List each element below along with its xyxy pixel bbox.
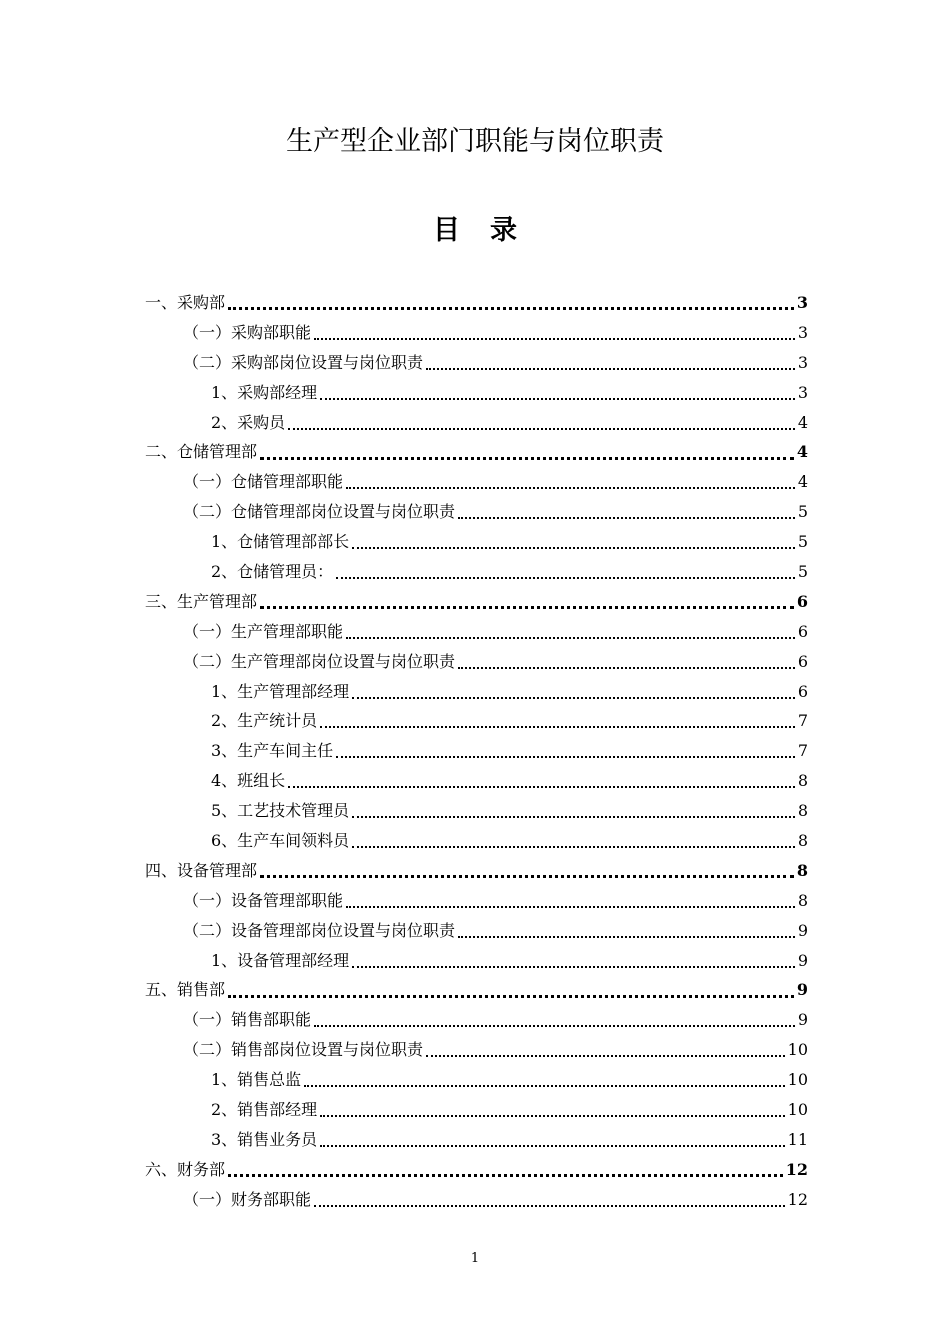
- toc-entry-page: 6: [797, 681, 808, 701]
- toc-dot-leader: [458, 936, 795, 938]
- toc-dot-leader: [260, 875, 794, 878]
- toc-entry-text: 二、仓储管理部: [145, 442, 258, 462]
- toc-entry-text: （一）采购部职能: [183, 322, 312, 342]
- toc-entry-text: （二）采购部岗位设置与岗位职责: [183, 352, 424, 372]
- toc-entry-text: 2、销售部经理: [211, 1099, 318, 1119]
- toc-entry-page: 8: [797, 890, 808, 910]
- toc-entry-text: （二）设备管理部岗位设置与岗位职责: [183, 920, 456, 940]
- toc-entry[interactable]: [145, 288, 808, 318]
- toc-entry-page: 8: [797, 771, 808, 791]
- toc-dot-leader: [288, 428, 795, 430]
- toc-dot-leader: [352, 816, 795, 818]
- toc-dot-leader: [336, 756, 795, 758]
- toc-entry-page: 8: [796, 860, 808, 880]
- toc-entry[interactable]: [145, 1185, 808, 1215]
- toc-entry-page: 7: [797, 711, 808, 731]
- toc-dot-leader: [228, 995, 794, 998]
- toc-entry-page: 12: [787, 1189, 808, 1209]
- toc-entry-page: 9: [797, 1010, 808, 1030]
- toc-entry[interactable]: [145, 647, 808, 677]
- toc-entry-page: 4: [797, 472, 808, 492]
- toc-dot-leader: [260, 606, 794, 609]
- toc-entry[interactable]: [145, 677, 808, 707]
- toc-entry[interactable]: [145, 1155, 808, 1185]
- toc-dot-leader: [228, 307, 794, 310]
- toc-entry-text: 2、仓储管理员：: [211, 561, 334, 581]
- toc-dot-leader: [314, 1205, 785, 1207]
- toc-entry-page: 6: [797, 651, 808, 671]
- toc-entry-text: 1、生产管理部经理: [211, 681, 350, 701]
- toc-entry-page: 9: [797, 920, 808, 940]
- toc-entry[interactable]: [145, 1005, 808, 1035]
- toc-entry-page: 12: [785, 1159, 808, 1179]
- toc-entry[interactable]: [145, 766, 808, 796]
- toc-entry[interactable]: [145, 796, 808, 826]
- toc-dot-leader: [314, 338, 795, 340]
- toc-dot-leader: [320, 398, 795, 400]
- toc-entry-text: 1、采购部经理: [211, 382, 318, 402]
- toc-dot-leader: [314, 1025, 795, 1027]
- toc-entry-text: （一）生产管理部职能: [183, 621, 344, 641]
- toc-entry-page: 10: [787, 1099, 808, 1119]
- toc-dot-leader: [352, 547, 795, 549]
- toc-entry-page: 6: [796, 591, 808, 611]
- toc-entry[interactable]: [145, 318, 808, 348]
- page-number: 1: [470, 1251, 480, 1266]
- toc-dot-leader: [320, 1145, 784, 1147]
- toc-entry-text: 3、销售业务员: [211, 1129, 318, 1149]
- toc-entry-page: 6: [797, 621, 808, 641]
- toc-entry[interactable]: [145, 1035, 808, 1065]
- toc-dot-leader: [346, 637, 795, 639]
- toc-entry-text: 1、销售总监: [211, 1070, 302, 1090]
- toc-entry[interactable]: [145, 826, 808, 856]
- toc-entry-page: 9: [797, 950, 808, 970]
- toc-entry-page: 11: [787, 1129, 808, 1149]
- toc-dot-leader: [288, 786, 795, 788]
- toc-entry-text: 六、财务部: [145, 1159, 226, 1179]
- toc-entry-text: 1、仓储管理部部长: [211, 532, 350, 552]
- toc-entry-text: （一）仓储管理部职能: [183, 472, 344, 492]
- toc-dot-leader: [228, 1174, 783, 1177]
- toc-entry-page: 10: [787, 1070, 808, 1090]
- toc-entry[interactable]: [145, 437, 808, 467]
- toc-entry[interactable]: [145, 378, 808, 408]
- toc-entry-text: （二）销售部岗位设置与岗位职责: [183, 1040, 424, 1060]
- toc-entry[interactable]: [145, 497, 808, 527]
- toc-entry-text: 5、工艺技术管理员: [211, 801, 350, 821]
- toc-entry[interactable]: [145, 557, 808, 587]
- toc-entry-text: 6、生产车间领料员: [211, 830, 350, 850]
- toc-entry-page: 4: [796, 442, 808, 462]
- toc-entry[interactable]: [145, 1065, 808, 1095]
- toc-entry[interactable]: [145, 617, 808, 647]
- toc-entry[interactable]: [145, 946, 808, 976]
- toc-dot-leader: [352, 846, 795, 848]
- toc-entry-page: 5: [797, 532, 808, 552]
- toc-entry-text: （一）财务部职能: [183, 1189, 312, 1209]
- toc-dot-leader: [336, 577, 795, 579]
- toc-entry[interactable]: [145, 408, 808, 438]
- toc-entry-page: 7: [797, 741, 808, 761]
- toc-entry[interactable]: [145, 736, 808, 766]
- toc-entry[interactable]: [145, 1125, 808, 1155]
- toc-entry[interactable]: [145, 348, 808, 378]
- toc-entry-text: 2、生产统计员: [211, 711, 318, 731]
- toc-entry-page: 8: [797, 830, 808, 850]
- toc-entry-text: （一）销售部职能: [183, 1010, 312, 1030]
- toc-entry-page: 8: [797, 801, 808, 821]
- toc-dot-leader: [346, 906, 795, 908]
- table-of-contents: [145, 288, 808, 1215]
- toc-dot-leader: [260, 457, 794, 460]
- toc-entry[interactable]: [145, 1095, 808, 1125]
- toc-entry-page: 5: [797, 502, 808, 522]
- toc-dot-leader: [426, 1055, 785, 1057]
- toc-entry[interactable]: [145, 587, 808, 617]
- toc-heading: 目录: [433, 215, 547, 246]
- toc-entry-text: 3、生产车间主任: [211, 741, 334, 761]
- toc-dot-leader: [304, 1085, 784, 1087]
- toc-entry-text: （二）仓储管理部岗位设置与岗位职责: [183, 502, 456, 522]
- toc-dot-leader: [352, 697, 795, 699]
- toc-dot-leader: [346, 487, 795, 489]
- toc-dot-leader: [458, 667, 795, 669]
- toc-entry[interactable]: [145, 856, 808, 886]
- toc-entry[interactable]: [145, 916, 808, 946]
- toc-entry-page: 9: [796, 980, 808, 1000]
- toc-entry-text: 四、设备管理部: [145, 860, 258, 880]
- toc-dot-leader: [352, 966, 795, 968]
- toc-entry-page: 3: [797, 382, 808, 402]
- toc-entry-page: 3: [797, 322, 808, 342]
- toc-entry-page: 5: [797, 561, 808, 581]
- toc-entry-text: 1、设备管理部经理: [211, 950, 350, 970]
- toc-entry-text: 2、采购员: [211, 412, 286, 432]
- toc-entry-text: 五、销售部: [145, 980, 226, 1000]
- toc-dot-leader: [320, 726, 795, 728]
- toc-dot-leader: [426, 368, 795, 370]
- toc-entry[interactable]: [145, 886, 808, 916]
- toc-entry[interactable]: [145, 527, 808, 557]
- toc-entry-text: 4、班组长: [211, 771, 286, 791]
- toc-entry-page: 4: [797, 412, 808, 432]
- toc-entry-text: 三、生产管理部: [145, 591, 258, 611]
- toc-entry-page: 10: [787, 1040, 808, 1060]
- toc-dot-leader: [458, 517, 795, 519]
- toc-entry[interactable]: [145, 467, 808, 497]
- toc-dot-leader: [320, 1115, 784, 1117]
- toc-entry-text: 一、采购部: [145, 292, 226, 312]
- toc-entry-page: 3: [797, 352, 808, 372]
- toc-entry-text: （一）设备管理部职能: [183, 890, 344, 910]
- toc-entry-text: （二）生产管理部岗位设置与岗位职责: [183, 651, 456, 671]
- toc-entry[interactable]: [145, 975, 808, 1005]
- toc-entry-page: 3: [796, 292, 808, 312]
- toc-entry[interactable]: [145, 706, 808, 736]
- document-title: 生产型企业部门职能与岗位职责: [286, 126, 664, 157]
